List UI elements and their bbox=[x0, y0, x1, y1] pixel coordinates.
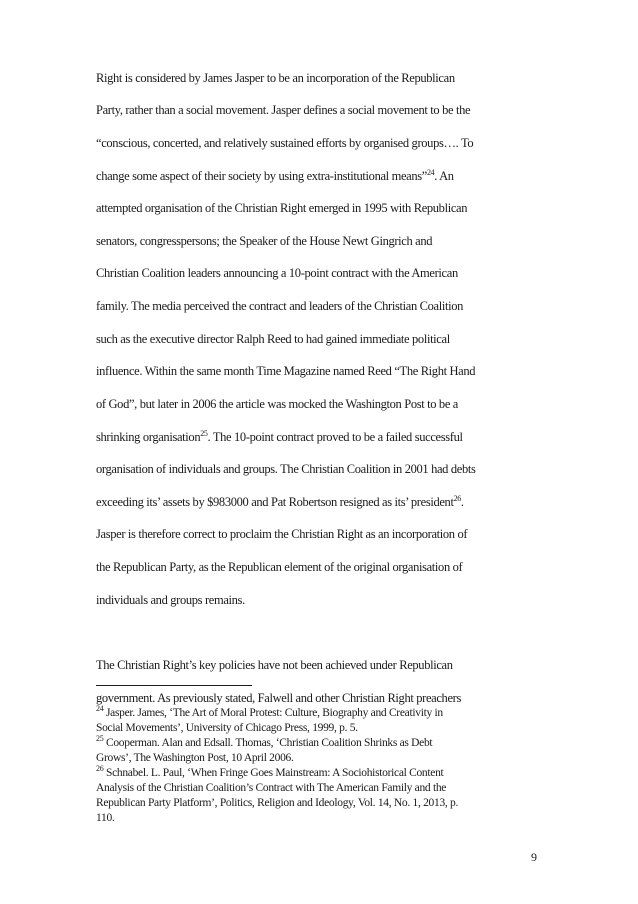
footnote-ref-26: 26 bbox=[453, 493, 461, 503]
footnote-26 bbox=[96, 766, 443, 780]
text-run: change some aspect of their society by using extra-institutional means” bbox=[96, 169, 427, 183]
paragraph-1-line: of God”, but later in 2006 the article was mocked the Washington Post to be a bbox=[96, 397, 459, 411]
footnote-26-line: Analysis of the Christian Coalition’s Contract with The American Family and the bbox=[96, 782, 447, 794]
footnote-separator bbox=[96, 685, 252, 686]
text-run: shrinking organisation bbox=[96, 430, 201, 444]
text-run: . bbox=[460, 495, 464, 509]
footnote-25 bbox=[96, 736, 432, 750]
paragraph-1-line: the Republican Party, as the Republican element of the original organisation of bbox=[96, 560, 463, 574]
paragraph-1-line: attempted organisation of the Christian Right emerged in 1995 with Republican bbox=[96, 201, 468, 215]
paragraph-1-line: Party, rather than a social movement. Jasper defines a social movement to be the bbox=[96, 103, 471, 117]
paragraph-1-line bbox=[96, 168, 454, 184]
footnote-number: 25 bbox=[96, 734, 104, 744]
footnote-ref-24: 24 bbox=[426, 167, 435, 177]
text-run: exceeding its’ assets by $983000 and Pat Robertson resigned as its’ president bbox=[96, 495, 454, 509]
paragraph-1-line: influence. Within the same month Time Magazine named Reed “The Right Hand bbox=[96, 364, 476, 378]
paragraph-2-line: The Christian Right’s key policies have not been achieved under Republican bbox=[96, 658, 453, 672]
footnote-24 bbox=[96, 706, 443, 720]
paragraph-1-line: organisation of individuals and groups. The Christian Coalition in 2001 had debts bbox=[96, 462, 476, 476]
page-number: 9 bbox=[531, 850, 537, 864]
footnote-26-line: Republican Party Platform’, Politics, Religion and Ideology, Vol. 14, No. 1, 2013, p. bbox=[96, 797, 459, 809]
footnote-25-line: Grows’, The Washington Post, 10 April 2006. bbox=[96, 752, 294, 764]
paragraph-1-line: family. The media perceived the contract and leaders of the Christian Coalition bbox=[96, 299, 464, 313]
footnote-number: 26 bbox=[96, 764, 104, 774]
footnote-text: Cooperman. Alan and Edsall. Thomas, ‘Christian Coalition Shrinks as Debt bbox=[103, 737, 433, 749]
paragraph-1-line: individuals and groups remains. bbox=[96, 593, 245, 607]
footnote-24-line: Social Movements’, University of Chicago Press, 1999, p. 5. bbox=[96, 722, 358, 734]
footnote-number: 24 bbox=[96, 704, 104, 714]
paragraph-1-line: such as the executive director Ralph Reed to had gained immediate political bbox=[96, 332, 450, 346]
text-run: . An bbox=[434, 169, 454, 183]
paragraph-1-line: Christian Coalition leaders announcing a 10-point contract with the American bbox=[96, 266, 458, 280]
paragraph-1-line bbox=[96, 494, 464, 510]
footnote-text: Jasper. James, ‘The Art of Moral Protest: Culture, Biography and Creativity in bbox=[103, 707, 443, 719]
paragraph-1-line: Jasper is therefore correct to proclaim the Christian Right as an incorporation of bbox=[96, 527, 468, 541]
text-run: . The 10-point contract proved to be a failed successful bbox=[207, 430, 463, 444]
paragraph-1-line bbox=[96, 429, 463, 445]
paragraph-1-line: “conscious, concerted, and relatively sustained efforts by organised groups…. To bbox=[96, 136, 474, 150]
paragraph-1-line: Right is considered by James Jasper to be an incorporation of the Republican bbox=[96, 71, 455, 85]
footnote-26-line: 110. bbox=[96, 812, 115, 824]
footnote-ref-25: 25 bbox=[200, 428, 208, 438]
paragraph-1-line: senators, congresspersons; the Speaker of the House Newt Gingrich and bbox=[96, 234, 433, 248]
footnote-text: Schnabel. L. Paul, ‘When Fringe Goes Mainstream: A Sociohistorical Content bbox=[103, 767, 444, 779]
paragraph-2-line: government. As previously stated, Falwell and other Christian Right preachers bbox=[96, 691, 461, 705]
